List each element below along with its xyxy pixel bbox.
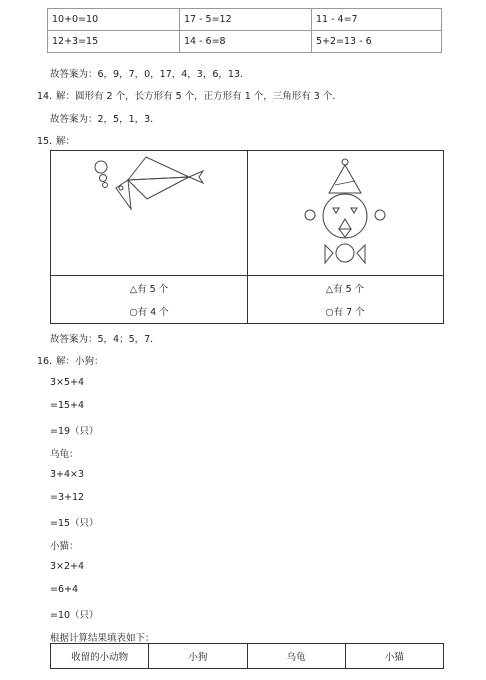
calc-line: 根据计算结果填表如下：	[50, 633, 155, 644]
calc-line: =3+12	[50, 492, 85, 503]
table-cell: 11 - 4=7	[312, 9, 442, 31]
table-header-cell: 小狗	[149, 644, 247, 668]
question-16-label: 解：小狗：	[56, 356, 104, 367]
answer-15: 故答案为：5，4；5，7．	[50, 334, 160, 345]
answer-14: 故答案为：2，5，1，3．	[50, 114, 160, 125]
left-caption-circles: ○有 4 个	[129, 307, 169, 318]
table-header-cell: 收留的小动物	[51, 644, 149, 668]
table-cell: 5+2=13 - 6	[312, 31, 442, 53]
calc-line: 3×2+4	[50, 561, 85, 572]
right-caption-triangles: △有 5 个	[325, 284, 365, 295]
calc-line: =10（只）	[50, 610, 99, 621]
equation-table	[47, 8, 442, 53]
table-header-cell: 乌龟	[248, 644, 346, 668]
calc-line: =15+4	[50, 400, 85, 411]
table-row	[48, 9, 442, 31]
divider	[51, 275, 443, 276]
result-table	[50, 643, 444, 669]
left-caption-triangles: △有 5 个	[129, 284, 169, 295]
figure-table	[50, 150, 444, 324]
calc-line: 3+4×3	[50, 469, 85, 480]
fish-figure	[91, 155, 216, 215]
table-cell: 17 - 5=12	[180, 9, 312, 31]
table-row	[48, 31, 442, 53]
clown-figure	[301, 155, 401, 270]
table-header-cell: 小猫	[384, 652, 404, 663]
question-15-number: 15．	[37, 136, 59, 147]
right-caption-circles: ○有 7 个	[325, 307, 365, 318]
question-14-text: 解：圆形有 2 个，长方形有 5 个，正方形有 1 个，三角形有 3 个．	[56, 91, 342, 102]
table-cell: 10+0=10	[48, 9, 180, 31]
question-15-label: 解：	[56, 136, 76, 147]
calc-line: 乌龟：	[50, 449, 79, 460]
table-cell: 12+3=15	[48, 31, 180, 53]
table-cell: 14 - 6=8	[180, 31, 312, 53]
calc-line: =15（只）	[50, 518, 99, 529]
question-14-number: 14．	[37, 91, 59, 102]
question-16-number: 16．	[37, 356, 59, 367]
answer-13: 故答案为：6，9，7，0，17，4，3，6，13．	[50, 69, 250, 80]
calc-line: =19（只）	[50, 426, 99, 437]
calc-line: 3×5+4	[50, 377, 85, 388]
calc-line: =6+4	[50, 584, 79, 595]
calc-line: 小猫：	[50, 541, 79, 552]
